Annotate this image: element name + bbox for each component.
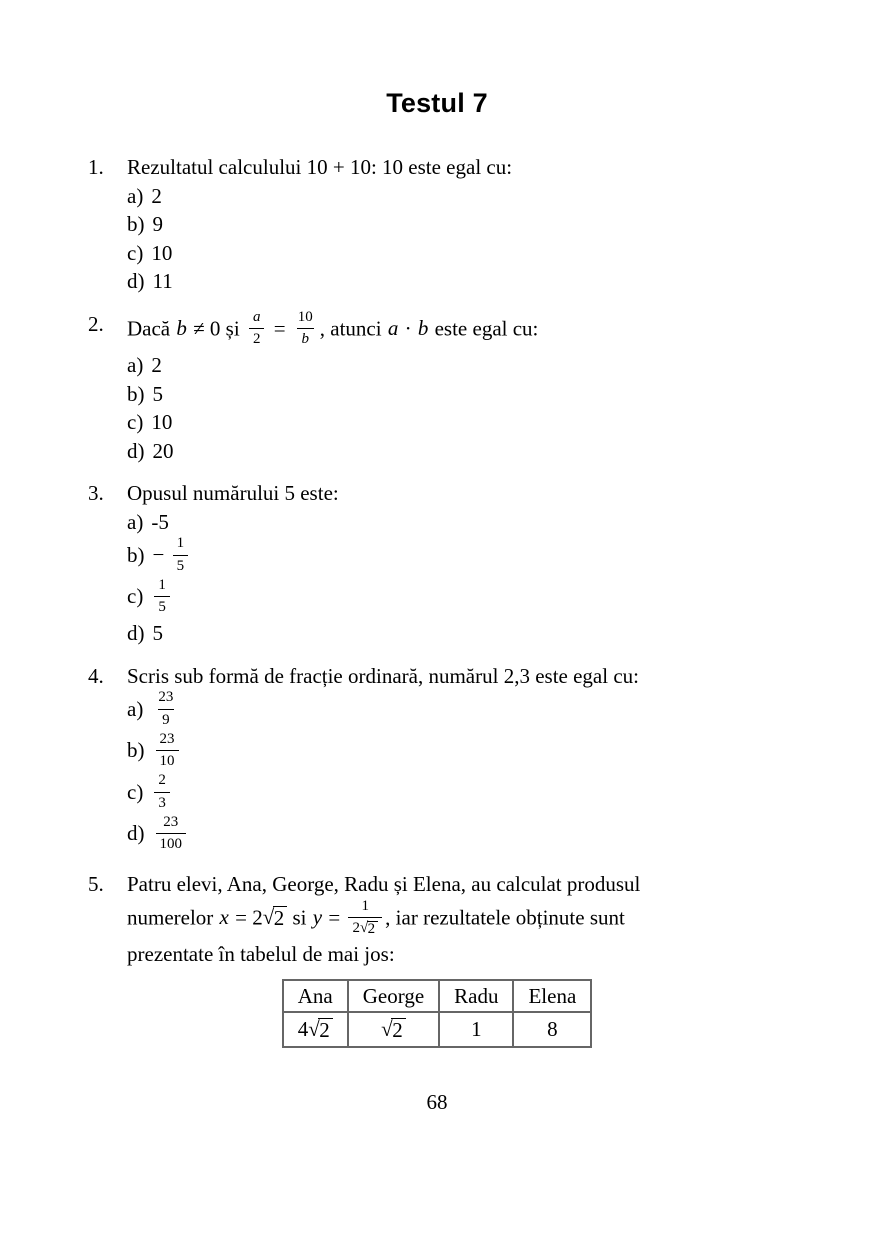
- question-prompt-line: [127, 899, 818, 941]
- option-a: [127, 182, 818, 211]
- table-header-cell: George: [348, 980, 439, 1012]
- fraction-numerator: [154, 771, 170, 792]
- table-header-cell: Radu: [439, 980, 513, 1012]
- option-a: [127, 351, 818, 380]
- question-prompt-line: [127, 153, 818, 182]
- table-header-cell: Elena: [513, 980, 591, 1012]
- text-run: Scris sub formă de fracție ordinară, numărul 2,3 este egal cu:: [127, 663, 639, 688]
- question-5: [88, 870, 818, 969]
- text-run: Patru elevi, Ana, George, Radu și Elena, au calculat produsul: [127, 872, 641, 896]
- option-b: [127, 536, 818, 578]
- fraction-denominator: [297, 328, 315, 349]
- question-list: [88, 153, 818, 969]
- text-run: ·: [399, 316, 417, 341]
- text-run: 5: [176, 557, 185, 574]
- option-c: [127, 773, 818, 815]
- text-run: 2: [151, 353, 162, 377]
- radicand: 2: [391, 1018, 406, 1041]
- fraction: [154, 576, 170, 618]
- text-run: 9: [152, 212, 163, 236]
- option-label: c): [127, 584, 144, 609]
- option-c: [127, 408, 818, 437]
- option-a: [127, 508, 818, 537]
- answer-options: [127, 351, 818, 465]
- text-run: 10: [159, 753, 175, 770]
- text-run: 1: [471, 1016, 482, 1041]
- option-label: a): [127, 509, 144, 534]
- results-table-value-row: [283, 1012, 592, 1047]
- option-label: a): [127, 696, 144, 721]
- text-run: , iar rezultatele obținute sunt: [385, 905, 625, 930]
- text-run: 1: [176, 535, 185, 551]
- text-run: numerelor: [127, 905, 219, 930]
- question-3: [88, 479, 818, 648]
- question-prompt: [127, 310, 818, 352]
- answer-options: [127, 508, 818, 648]
- fraction-denominator: [154, 596, 170, 617]
- question-row: [88, 479, 818, 508]
- option-label: d): [127, 821, 145, 846]
- option-c: [127, 578, 818, 620]
- text-run: 10: [151, 240, 173, 265]
- option-d: [127, 267, 818, 296]
- text-run: Rezultatul calculului 10 + 10: 10 este egal cu:: [127, 155, 513, 179]
- question-number: 5.: [88, 872, 104, 896]
- option-label: b): [127, 542, 145, 567]
- fraction-denominator: [156, 833, 187, 854]
- text-run: −: [152, 542, 170, 567]
- text-run: 2: [158, 772, 166, 788]
- question-row: [88, 310, 818, 352]
- option-d: [127, 437, 818, 466]
- sqrt-radical: [381, 1018, 406, 1041]
- fraction-numerator: [154, 576, 170, 597]
- results-table-header-row: [283, 980, 592, 1012]
- question-prompt: [127, 870, 818, 969]
- text-run: si: [287, 905, 312, 930]
- math-variable: b: [417, 316, 429, 341]
- fraction-denominator: [158, 709, 174, 730]
- text-run: 10: [151, 410, 173, 434]
- radical-sign-icon: √: [308, 1016, 320, 1041]
- results-table: [282, 979, 593, 1048]
- text-run: 10: [297, 308, 313, 325]
- text-run: 5: [152, 381, 163, 406]
- text-run: 1: [361, 897, 370, 914]
- math-variable: b: [301, 331, 310, 348]
- text-run: 3: [158, 794, 166, 811]
- option-label: b): [127, 212, 145, 236]
- option-label: c): [127, 410, 144, 434]
- text-run: 23: [159, 730, 175, 747]
- option-d: [127, 619, 818, 648]
- fraction-denominator: [173, 555, 189, 576]
- fraction: [154, 688, 177, 730]
- question-prompt: [127, 479, 818, 508]
- radicand: 2: [273, 906, 288, 929]
- text-run: 2: [252, 331, 261, 348]
- fraction-denominator: [156, 750, 179, 771]
- text-run: 4: [297, 1016, 309, 1041]
- text-run: ≠ 0 și: [187, 316, 245, 341]
- fraction-denominator: [249, 328, 265, 349]
- fraction-numerator: [173, 534, 189, 555]
- text-run: 5: [152, 621, 163, 645]
- text-run: 1: [158, 576, 166, 593]
- question-number: 4.: [88, 663, 104, 688]
- text-run: 9: [162, 711, 170, 728]
- fraction-numerator: [358, 897, 374, 918]
- option-label: b): [127, 381, 145, 406]
- answer-options: [127, 182, 818, 296]
- table-value-cell: [348, 1012, 439, 1047]
- table-value-cell: [283, 1012, 348, 1047]
- math-variable: b: [176, 316, 187, 341]
- question-row: [88, 870, 818, 969]
- question-prompt: [127, 662, 818, 691]
- question-number: 2.: [88, 311, 104, 336]
- text-run: Dacă: [127, 316, 176, 341]
- math-variable: a: [252, 308, 261, 325]
- radical-sign-icon: √: [262, 905, 275, 930]
- option-b: [127, 210, 818, 239]
- sqrt-radical: [308, 1018, 333, 1041]
- option-label: a): [127, 353, 144, 377]
- option-label: d): [127, 621, 145, 645]
- text-run: este egal cu:: [429, 316, 539, 341]
- question-number: 3.: [88, 481, 104, 505]
- text-run: , atunci: [319, 316, 387, 341]
- option-label: a): [127, 183, 144, 208]
- text-run: = 2: [229, 905, 263, 930]
- option-label: d): [127, 438, 145, 463]
- question-1: [88, 153, 818, 296]
- page-title: Testul 7: [386, 88, 488, 118]
- question-prompt: [127, 153, 818, 182]
- text-run: prezentate în tabelul de mai jos:: [127, 942, 395, 967]
- text-run: 20: [152, 438, 174, 463]
- text-run: 100: [159, 836, 182, 853]
- sqrt-radical: [263, 906, 288, 929]
- table-value-cell: [513, 1012, 591, 1047]
- text-run: 8: [547, 1016, 558, 1041]
- table-value-cell: [439, 1012, 513, 1047]
- text-run: 2: [151, 183, 162, 208]
- question-prompt-line: [127, 310, 818, 352]
- radical-sign-icon: √: [381, 1016, 393, 1041]
- fraction-numerator: [159, 813, 182, 834]
- option-b: [127, 732, 818, 774]
- radical-sign-icon: √: [359, 920, 369, 937]
- fraction: [173, 534, 189, 576]
- question-number: 1.: [88, 155, 104, 179]
- answer-options: [127, 690, 818, 856]
- question-prompt-line: [127, 662, 818, 691]
- text-run: 5: [158, 599, 166, 616]
- option-label: c): [127, 779, 144, 804]
- option-a: [127, 690, 818, 732]
- text-run: =: [323, 905, 346, 930]
- option-label: d): [127, 269, 145, 293]
- fraction: [156, 730, 179, 772]
- question-row: [88, 662, 818, 691]
- text-run: 11: [152, 269, 173, 293]
- fraction-numerator: [248, 308, 266, 329]
- text-run: Opusul numărului 5 este:: [127, 481, 339, 505]
- text-run: =: [268, 316, 291, 341]
- fraction-numerator: [154, 688, 177, 709]
- page-number: 68: [426, 1089, 448, 1114]
- fraction-denominator: [154, 792, 170, 813]
- fraction-numerator: [294, 308, 317, 329]
- question-prompt-line: [127, 479, 818, 508]
- radicand: 2: [367, 921, 379, 938]
- question-prompt-line: [127, 870, 818, 899]
- fraction-numerator: [156, 730, 179, 751]
- text-run: 23: [163, 813, 179, 830]
- math-variable: y: [312, 905, 323, 930]
- option-b: [127, 380, 818, 409]
- fraction: [348, 897, 382, 939]
- math-variable: x: [219, 905, 229, 930]
- math-variable: a: [387, 316, 399, 341]
- sqrt-radical: [360, 921, 378, 938]
- radicand: 2: [318, 1018, 333, 1041]
- text-run: 23: [158, 689, 174, 705]
- text-run: 2: [352, 920, 360, 937]
- fraction-denominator: [348, 917, 382, 938]
- question-prompt-line: [127, 940, 818, 969]
- fraction: [294, 308, 317, 350]
- question-2: [88, 310, 818, 466]
- option-c: [127, 239, 818, 268]
- question-row: [88, 153, 818, 182]
- text-run: -5: [151, 509, 169, 534]
- fraction: [248, 308, 266, 350]
- option-label: c): [127, 240, 144, 265]
- fraction: [154, 771, 170, 813]
- option-d: [127, 815, 818, 857]
- table-header-cell: Ana: [283, 980, 348, 1012]
- question-4: [88, 662, 818, 857]
- option-label: b): [127, 738, 145, 763]
- fraction: [156, 813, 187, 855]
